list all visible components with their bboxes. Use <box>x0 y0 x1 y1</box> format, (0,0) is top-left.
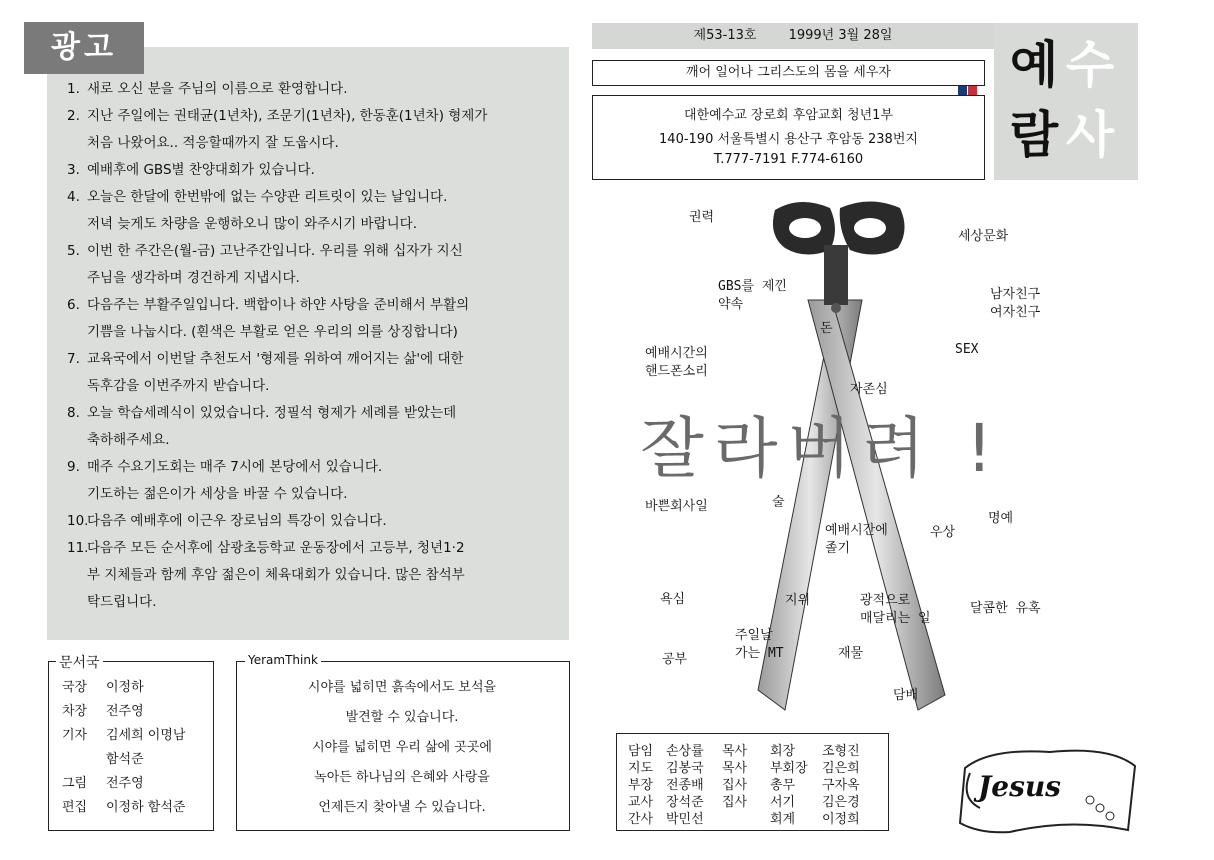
committee-cell: 총무 <box>770 778 796 793</box>
church-phone: T.777-7191 F.774-6160 <box>713 152 864 167</box>
notice-text: 오늘은 한달에 한번밖에 없는 수양관 리트릿이 있는 날입니다. <box>87 189 448 205</box>
yeramthink-line: 발견할 수 있습니다. <box>345 710 459 725</box>
committee-cell: 김은경 <box>822 795 860 810</box>
staff-name: 이정하 함석준 <box>106 800 186 815</box>
word-wealth: 재물 <box>838 646 864 661</box>
issue-date: 1999년 3월 28일 <box>788 28 893 43</box>
jesus-logo <box>950 738 1150 838</box>
staff-name: 함석준 <box>106 752 144 767</box>
church-name: 대한예수교 장로회 후암교회 청년1부 <box>683 108 894 123</box>
notice-number: 3. <box>67 162 80 178</box>
word-honor: 명예 <box>988 511 1014 526</box>
committee-cell: 구자옥 <box>822 778 860 793</box>
word-fanatic: 광적으로 <box>860 593 911 608</box>
word-mt: 가는 MT <box>735 646 784 661</box>
staff-role: 편집 <box>62 800 88 815</box>
word-worship-sleep: 예배시간에 <box>825 523 888 538</box>
notice-number: 8. <box>67 405 80 421</box>
notice-text: 저녁 늦게도 차량을 운행하오니 많이 와주시기 바랍니다. <box>87 216 417 232</box>
word-boyfriend: 남자친구 <box>990 287 1041 302</box>
notice-text: 새로 오신 분을 주님의 이름으로 환영합니다. <box>87 81 348 97</box>
notice-text: 이번 한 주간은(월-금) 고난주간입니다. 우리를 위해 십자가 지신 <box>87 243 463 259</box>
word-world-culture: 세상문화 <box>958 229 1009 244</box>
jesus-logo-text: Jesus <box>978 770 1061 803</box>
word-alcohol: 술 <box>772 495 785 510</box>
staff-title: 문서국 <box>56 652 103 672</box>
notice-number: 5. <box>67 243 80 259</box>
committee-cell: 집사 <box>722 778 748 793</box>
notice-text: 기도하는 젊은이가 세상을 바꿀 수 있습니다. <box>87 486 348 502</box>
yeramthink-title: YeramThink <box>245 653 321 667</box>
staff-row <box>62 724 185 743</box>
notice-number: 9. <box>67 459 80 475</box>
masthead-title <box>994 23 1138 180</box>
title-char-3: 람 <box>1009 106 1059 164</box>
notice-text: 다음주 예배후에 이근우 장로님의 특강이 있습니다. <box>87 513 387 529</box>
staff-row <box>62 700 144 719</box>
committee-cell: 지도 <box>628 761 654 776</box>
notice-line <box>67 292 557 319</box>
committee-cell: 교사 <box>628 795 654 810</box>
notice-line <box>67 400 557 427</box>
cut-it-out-headline: 잘라버려 ! <box>640 410 1003 487</box>
notice-text: 다음주 모든 순서후에 삼광초등학교 운동장에서 고등부, 청년1·2 <box>87 540 465 556</box>
notice-line <box>67 346 557 373</box>
notice-line <box>67 535 557 562</box>
flag-red-mark <box>968 86 977 95</box>
notice-text: 탁드립니다. <box>87 594 157 610</box>
staff-name: 전주영 <box>106 704 144 719</box>
yeramthink-line: 시야를 넓히면 흙속에서도 보석을 <box>307 680 497 695</box>
notice-line <box>67 265 557 292</box>
notice-line <box>67 238 557 265</box>
staff-row <box>62 748 144 767</box>
notice-number: 4. <box>67 189 80 205</box>
committee-cell: 장석준 <box>666 795 704 810</box>
yeramthink-line: 시야를 넓히면 우리 삶에 곳곳에 <box>312 740 492 755</box>
word-cigarette: 담배 <box>893 688 919 703</box>
notice-line <box>67 508 557 535</box>
word-idol: 우상 <box>930 525 956 540</box>
staff-name: 김세희 이명남 <box>106 728 186 743</box>
notice-line <box>67 427 557 454</box>
committee-cell: 김은희 <box>822 761 860 776</box>
notice-text: 부 지체들과 함께 후암 젊은이 체육대회가 있습니다. 많은 참석부 <box>87 567 465 583</box>
flag-blue-mark <box>958 86 967 95</box>
word-gbs: GBS를 제낀 <box>718 279 787 294</box>
notice-text: 오늘 학습세례식이 있었습니다. 정필석 형제가 세례를 받았는데 <box>87 405 457 421</box>
word-girlfriend: 여자친구 <box>990 305 1041 320</box>
notice-line <box>67 76 557 103</box>
notice-text: 축하해주세요. <box>87 432 170 448</box>
staff-name: 이정하 <box>106 680 144 695</box>
committee-cell: 목사 <box>722 761 748 776</box>
notice-text: 처음 나왔어요.. 적응할때까지 잘 도웁시다. <box>87 135 339 151</box>
committee-cell: 집사 <box>722 795 748 810</box>
committee-cell: 부회장 <box>770 761 808 776</box>
staff-row <box>62 772 144 791</box>
notice-number: 10. <box>67 513 89 529</box>
notice-text: 다음주는 부활주일입니다. 백합이나 하얀 사탕을 준비해서 부활의 <box>87 297 470 313</box>
notice-text: 매주 수요기도회는 매주 7시에 본당에서 있습니다. <box>87 459 383 475</box>
notice-number: 2. <box>67 108 80 124</box>
notice-number: 6. <box>67 297 80 313</box>
word-study: 공부 <box>662 652 688 667</box>
notice-line <box>67 589 557 616</box>
word-dozing: 졸기 <box>825 541 851 556</box>
issue-number: 제53-13호 <box>693 28 757 43</box>
church-info <box>592 95 985 180</box>
notice-line <box>67 184 557 211</box>
word-status: 지위 <box>785 593 811 608</box>
notice-text: 독후감을 이번주까지 받습니다. <box>87 378 270 394</box>
notice-number: 7. <box>67 351 80 367</box>
committee-cell: 서기 <box>770 795 796 810</box>
motto: 깨어 일어나 그리스도의 몸을 세우자 <box>592 60 985 86</box>
staff-row <box>62 676 144 695</box>
committee-cell: 회계 <box>770 812 796 827</box>
staff-row <box>62 796 185 815</box>
committee-cell: 전종배 <box>666 778 704 793</box>
word-temptation: 달콤한 유혹 <box>970 601 1041 616</box>
word-phone-sound: 핸드폰소리 <box>645 364 708 379</box>
notice-text: 지난 주일에는 권태균(1년차), 조문기(1년차), 한동훈(1년차) 형제가 <box>87 108 488 124</box>
church-address: 140-190 서울특별시 용산구 후암동 238번지 <box>659 132 918 147</box>
yeramthink-line: 언제든지 찾아낼 수 있습니다. <box>318 800 486 815</box>
ad-tag: 광고 <box>24 22 144 74</box>
committee-cell: 조형진 <box>822 744 860 759</box>
yeramthink-line: 녹아든 하나님의 은혜와 사랑을 <box>314 770 490 785</box>
word-money: 돈 <box>820 321 833 336</box>
notice-text: 기쁨을 나눕시다. (흰색은 부활로 얻은 우리의 의를 상징합니다) <box>87 324 458 340</box>
committee-cell: 담임 <box>628 744 654 759</box>
notice-text: 예배후에 GBS별 찬양대회가 있습니다. <box>87 162 315 178</box>
word-pride: 자존심 <box>850 382 888 397</box>
committee-cell: 손상률 <box>666 744 704 759</box>
notice-number: 11. <box>67 540 89 556</box>
committee-cell: 회장 <box>770 744 796 759</box>
staff-role: 그림 <box>62 776 88 791</box>
notice-line <box>67 211 557 238</box>
issue-date-bar <box>592 23 994 49</box>
notice-line <box>67 157 557 184</box>
word-sex: SEX <box>955 342 979 357</box>
notice-line <box>67 481 557 508</box>
notice-text: 주님을 생각하며 경건하게 지냅시다. <box>87 270 300 286</box>
notice-text: 교육국에서 이번달 추천도서 '형제를 위하여 깨어지는 삶'에 대한 <box>87 351 464 367</box>
word-power: 권력 <box>689 210 715 225</box>
notice-line <box>67 562 557 589</box>
notice-line <box>67 103 557 130</box>
word-worship-time: 예배시간의 <box>645 346 708 361</box>
title-char-4: 사 <box>1065 106 1115 164</box>
word-greed: 욕심 <box>660 592 686 607</box>
committee-cell: 이정희 <box>822 812 860 827</box>
title-char-1: 예 <box>1009 36 1059 94</box>
notice-list <box>67 76 557 616</box>
notice-line <box>67 130 557 157</box>
notice-number: 1. <box>67 81 80 97</box>
word-sunday: 주일날 <box>735 628 773 643</box>
staff-role: 국장 <box>62 680 88 695</box>
word-promise: 약속 <box>718 297 744 312</box>
title-char-2: 수 <box>1065 36 1115 94</box>
notice-line <box>67 454 557 481</box>
committee-cell: 간사 <box>628 812 654 827</box>
staff-name: 전주영 <box>106 776 144 791</box>
notice-line <box>67 319 557 346</box>
word-clinging: 매달리는 일 <box>860 611 931 626</box>
staff-role: 기자 <box>62 728 88 743</box>
staff-role: 차장 <box>62 704 88 719</box>
committee-cell: 목사 <box>722 744 748 759</box>
notice-line <box>67 373 557 400</box>
word-busy-work: 바쁜회사일 <box>645 499 708 514</box>
committee-cell: 김봉국 <box>666 761 704 776</box>
committee-cell: 부장 <box>628 778 654 793</box>
committee-cell: 박민선 <box>666 812 704 827</box>
